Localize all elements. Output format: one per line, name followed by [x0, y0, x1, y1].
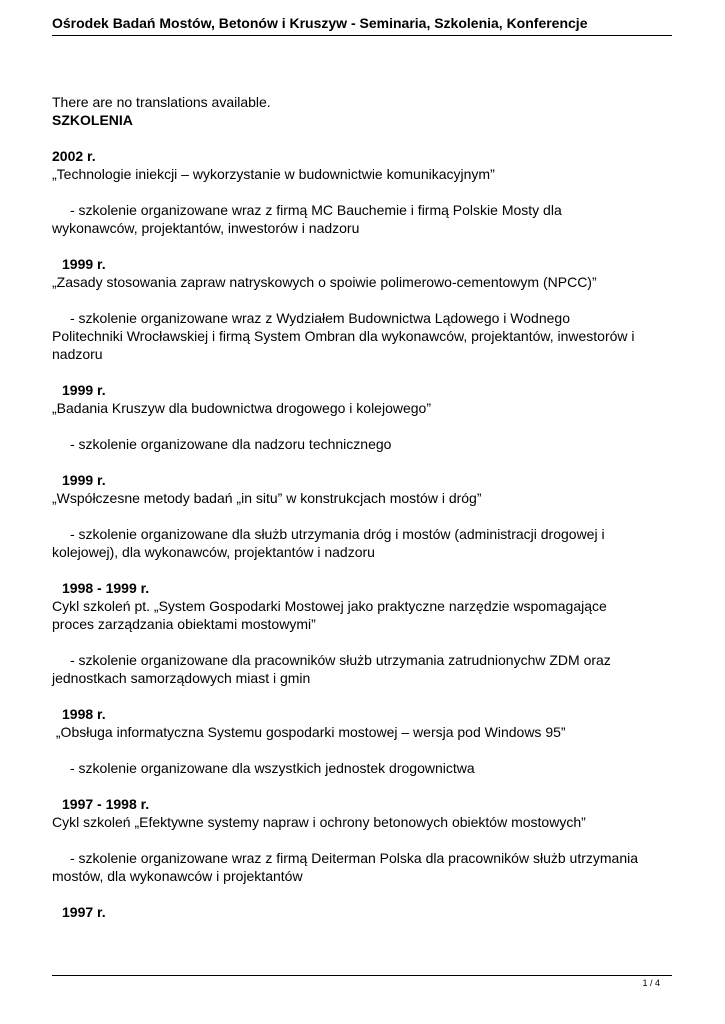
entry-year: 2002 r. — [52, 148, 96, 164]
spacer — [52, 237, 672, 255]
page-header-title: Ośrodek Badań Mostów, Betonów i Kruszyw - Seminaria, Szkolenia, Konferencje — [52, 15, 588, 31]
spacer — [52, 183, 672, 201]
spacer — [52, 633, 672, 651]
entry-description-line: wykonawców, projektantów, inwestorów i nadzoru — [52, 220, 360, 236]
spacer — [52, 291, 672, 309]
entry-year: 1999 r. — [62, 382, 106, 398]
entry-description-line: jednostkach samorządowych miast i gmin — [52, 670, 311, 686]
entry-description-line: - szkolenie organizowane wraz z Wydziałem Budownictwa Lądowego i Wodnego — [70, 310, 570, 326]
entry-title: Cykl szkoleń „Efektywne systemy napraw i ochrony betonowych obiektów mostowych” — [52, 814, 586, 830]
entry-description-line: nadzoru — [52, 346, 103, 362]
entry-description-line: - szkolenie organizowane wraz z firmą Deiterman Polska dla pracowników służb utrzymania — [70, 850, 639, 866]
entry-description-line: - szkolenie organizowane wraz z firmą MC Bauchemie i firmą Polskie Mosty dla — [70, 202, 562, 218]
spacer — [52, 363, 672, 381]
document-body — [52, 93, 672, 921]
entry-title: „Współczesne metody badań „in situ” w konstrukcjach mostów i dróg” — [52, 490, 482, 506]
entry-year: 1999 r. — [62, 472, 106, 488]
entry-description-line: - szkolenie organizowane dla nadzoru technicznego — [70, 436, 392, 452]
translation-notice: There are no translations available. — [52, 94, 271, 110]
entry-description-line: - szkolenie organizowane dla służb utrzymania dróg i mostów (administracji drogowej i — [70, 526, 605, 542]
entry-description-line: - szkolenie organizowane dla wszystkich jednostek drogownictwa — [70, 760, 475, 776]
entry-description-line: - szkolenie organizowane dla pracowników służb utrzymania zatrudnionychw ZDM oraz — [70, 652, 611, 668]
entry-year: 1998 - 1999 r. — [62, 580, 150, 596]
spacer — [52, 129, 672, 147]
entry-description-line: mostów, dla wykonawców i projektantów — [52, 868, 303, 884]
entry-title-line: Cykl szkoleń pt. „System Gospodarki Mostowej jako praktyczne narzędzie wspomagające — [52, 598, 607, 614]
footer-divider — [52, 975, 672, 976]
entry-title: „Technologie iniekcji – wykorzystanie w budownictwie komunikacyjnym” — [52, 166, 495, 182]
entry-title: „Obsługa informatyczna Systemu gospodarki mostowej – wersja pod Windows 95” — [52, 724, 566, 740]
entry-title-line: proces zarządzania obiektami mostowymi” — [52, 616, 316, 632]
spacer — [52, 417, 672, 435]
page-number: 1 / 4 — [642, 978, 660, 988]
spacer — [52, 453, 672, 471]
spacer — [52, 831, 672, 849]
spacer — [52, 687, 672, 705]
entry-year: 1999 r. — [62, 256, 106, 272]
spacer — [52, 561, 672, 579]
entry-description-line: kolejowej), dla wykonawców, projektantów i nadzoru — [52, 544, 375, 560]
spacer — [52, 777, 672, 795]
spacer — [52, 741, 672, 759]
section-heading: SZKOLENIA — [52, 112, 133, 128]
header-divider — [52, 35, 672, 36]
entry-year: 1997 - 1998 r. — [62, 796, 150, 812]
entry-year: 1998 r. — [62, 706, 106, 722]
spacer — [52, 507, 672, 525]
entry-year: 1997 r. — [62, 904, 106, 920]
entry-title: „Zasady stosowania zapraw natryskowych o spoiwie polimerowo-cementowym (NPCC)” — [52, 274, 597, 290]
spacer — [52, 885, 672, 903]
entry-title: „Badania Kruszyw dla budownictwa drogowego i kolejowego” — [52, 400, 431, 416]
entry-description-line: Politechniki Wrocławskiej i firmą System Ombran dla wykonawców, projektantów, inwestorów i — [52, 328, 635, 344]
